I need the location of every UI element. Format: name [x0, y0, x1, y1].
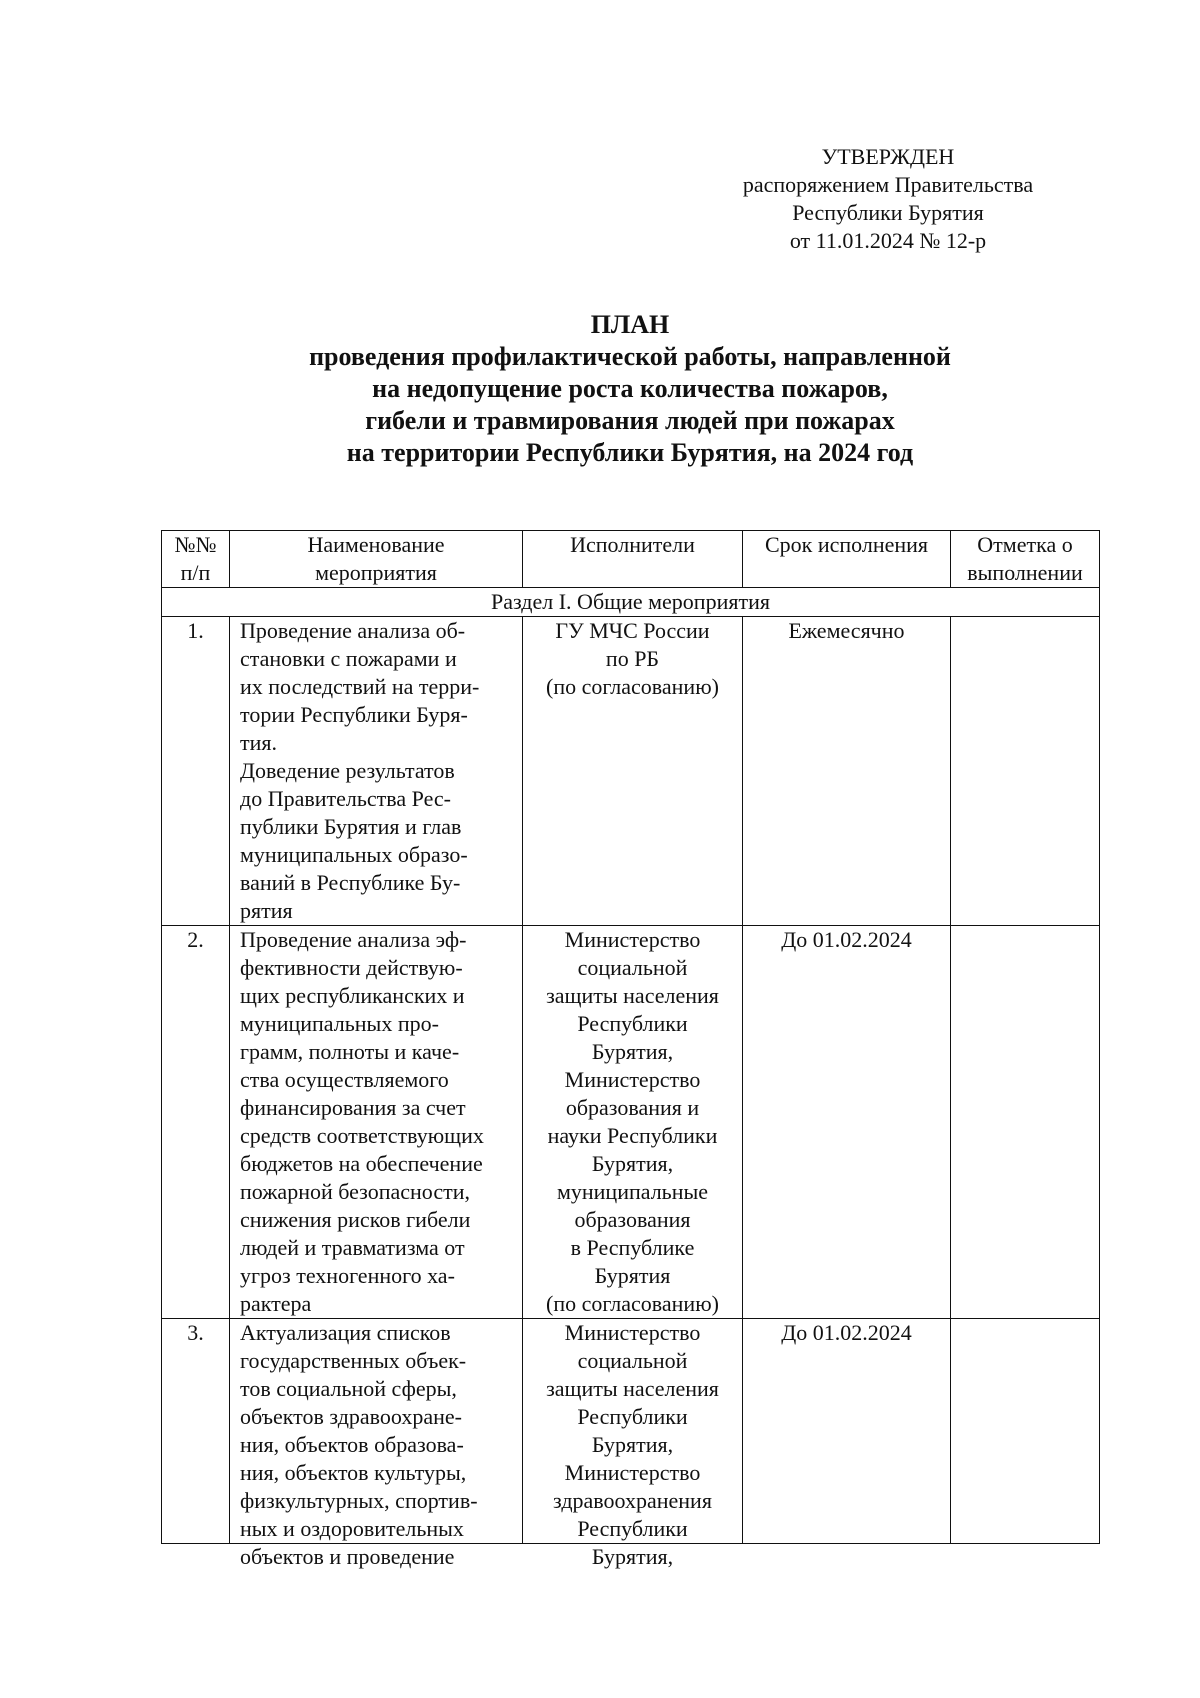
cell-line: Проведение анализа эф-	[240, 927, 467, 952]
cell-line: ГУ МЧС России	[555, 618, 710, 643]
cell-line: в Республике	[570, 1235, 695, 1260]
cell-line: грамм, полноты и каче-	[240, 1039, 460, 1064]
cell-line: Министерство	[564, 1067, 701, 1092]
title-line: на недопущение роста количества пожаров,	[372, 374, 888, 403]
plan-table	[161, 530, 1100, 1569]
row-number: 3.	[162, 1319, 230, 1544]
cell-line: снижения рисков гибели	[240, 1207, 471, 1232]
row-executors	[523, 926, 743, 1319]
table-row	[162, 617, 1100, 926]
cell-line: здравоохранения	[553, 1488, 712, 1513]
cell-line: становки с пожарами и	[240, 646, 457, 671]
cell-line: (по согласованию)	[546, 674, 719, 699]
row-deadline: До 01.02.2024	[743, 1319, 951, 1544]
cell-line: рактера	[240, 1291, 312, 1316]
header-text: Наименование	[307, 532, 445, 557]
header-text: мероприятия	[315, 560, 437, 585]
header-executors	[523, 531, 743, 588]
cell-line: публики Бурятия и глав	[240, 814, 462, 839]
table-row	[162, 1319, 1100, 1544]
row-executors	[523, 617, 743, 926]
cell-line: бюджетов на обеспечение	[240, 1151, 483, 1176]
row-activity	[230, 617, 523, 926]
header-num	[162, 531, 230, 588]
title-line: гибели и травмирования людей при пожарах	[365, 406, 895, 435]
cell-line: финансирования за счет	[240, 1095, 466, 1120]
cell-line: социальной	[577, 1348, 688, 1373]
row-activity	[230, 1319, 523, 1569]
section-row	[162, 588, 1100, 617]
row-deadline: Ежемесячно	[743, 617, 951, 926]
section-title: Раздел I. Общие мероприятия	[162, 588, 1100, 617]
cell-line: Актуализация списков	[240, 1320, 451, 1345]
cell-line: муниципальные	[556, 1179, 709, 1204]
cell-line: людей и травматизма от	[240, 1235, 465, 1260]
cell-line: ваний в Республике Бу-	[240, 870, 461, 895]
cell-line: тов социальной сферы,	[240, 1376, 457, 1401]
cell-line: Бурятия,	[591, 1039, 674, 1064]
cell-line: Республики	[577, 1516, 688, 1541]
approval-stamp	[718, 143, 1058, 255]
cell-line: ния, объектов культуры,	[240, 1460, 467, 1485]
row-number: 1.	[162, 617, 230, 926]
cell-line: государственных объек-	[240, 1348, 467, 1373]
cell-line: средств соответствующих	[240, 1123, 484, 1148]
cell-line: защиты населения	[546, 1376, 719, 1401]
row-executors	[523, 1319, 743, 1569]
row-mark	[951, 617, 1100, 926]
cell-line: тории Республики Буря-	[240, 702, 468, 727]
cell-line: ных и оздоровительных	[240, 1516, 464, 1541]
row-mark	[951, 926, 1100, 1319]
cell-line: Министерство	[564, 1320, 701, 1345]
header-text: Исполнители	[570, 532, 695, 557]
cell-line: Республики	[577, 1011, 688, 1036]
cell-line: Министерство	[564, 927, 701, 952]
cell-line: объектов здравоохране-	[240, 1404, 462, 1429]
table-row	[162, 926, 1100, 1319]
cell-line: Бурятия,	[591, 1432, 674, 1457]
cell-line: Доведение результатов	[240, 758, 455, 783]
header-deadline	[743, 531, 951, 588]
cell-line: образования и	[565, 1095, 700, 1120]
cell-line: угроз техногенного ха-	[240, 1263, 455, 1288]
cell-line: ния, объектов образова-	[240, 1432, 464, 1457]
cell-line: Бурятия	[594, 1263, 671, 1288]
header-text: выполнении	[967, 560, 1083, 585]
header-text: Срок исполнения	[764, 532, 929, 557]
cell-line: пожарной безопасности,	[240, 1179, 471, 1204]
cell-line: образования	[574, 1207, 691, 1232]
cell-line: социальной	[577, 955, 688, 980]
header-mark	[951, 531, 1100, 588]
cell-line: муниципальных про-	[240, 1011, 439, 1036]
cell-line: фективности действую-	[240, 955, 463, 980]
approval-line: от 11.01.2024 № 12-р	[789, 228, 987, 253]
approval-line: УТВЕРЖДЕН	[821, 144, 955, 169]
cell-line: Министерство	[564, 1460, 701, 1485]
row-mark	[951, 1319, 1100, 1544]
cell-line: до Правительства Рес-	[240, 786, 451, 811]
cell-line: объектов и проведение	[240, 1544, 455, 1569]
row-activity	[230, 926, 523, 1319]
cell-line: муниципальных образо-	[240, 842, 468, 867]
header-text: №№	[174, 532, 217, 557]
cell-line: рятия	[240, 898, 293, 923]
header-text: Отметка о	[977, 532, 1073, 557]
cell-line: науки Республики	[547, 1123, 718, 1148]
document-title	[160, 309, 1100, 469]
cell-line: физкультурных, спортив-	[240, 1488, 478, 1513]
cell-line: Бурятия,	[591, 1544, 674, 1569]
header-name	[230, 531, 523, 588]
cell-line: Проведение анализа об-	[240, 618, 466, 643]
table-header-row	[162, 531, 1100, 588]
cell-line: Бурятия,	[591, 1151, 674, 1176]
cell-line: (по согласованию)	[546, 1291, 719, 1316]
cell-line: защиты населения	[546, 983, 719, 1008]
title-line: проведения профилактической работы, направленной	[309, 342, 951, 371]
cell-line: их последствий на терри-	[240, 674, 480, 699]
approval-line: Республики Бурятия	[792, 200, 984, 225]
header-text: п/п	[180, 560, 211, 585]
cell-line: щих республиканских и	[240, 983, 465, 1008]
cell-line: ства осуществляемого	[240, 1067, 449, 1092]
row-number: 2.	[162, 926, 230, 1319]
title-line: на территории Республики Бурятия, на 2024 год	[346, 438, 914, 467]
row-deadline: До 01.02.2024	[743, 926, 951, 1319]
approval-line: распоряжением Правительства	[742, 172, 1034, 197]
title-line: ПЛАН	[590, 310, 670, 339]
cell-line: тия.	[240, 730, 278, 755]
cell-line: Республики	[577, 1404, 688, 1429]
cell-line: по РБ	[605, 646, 660, 671]
